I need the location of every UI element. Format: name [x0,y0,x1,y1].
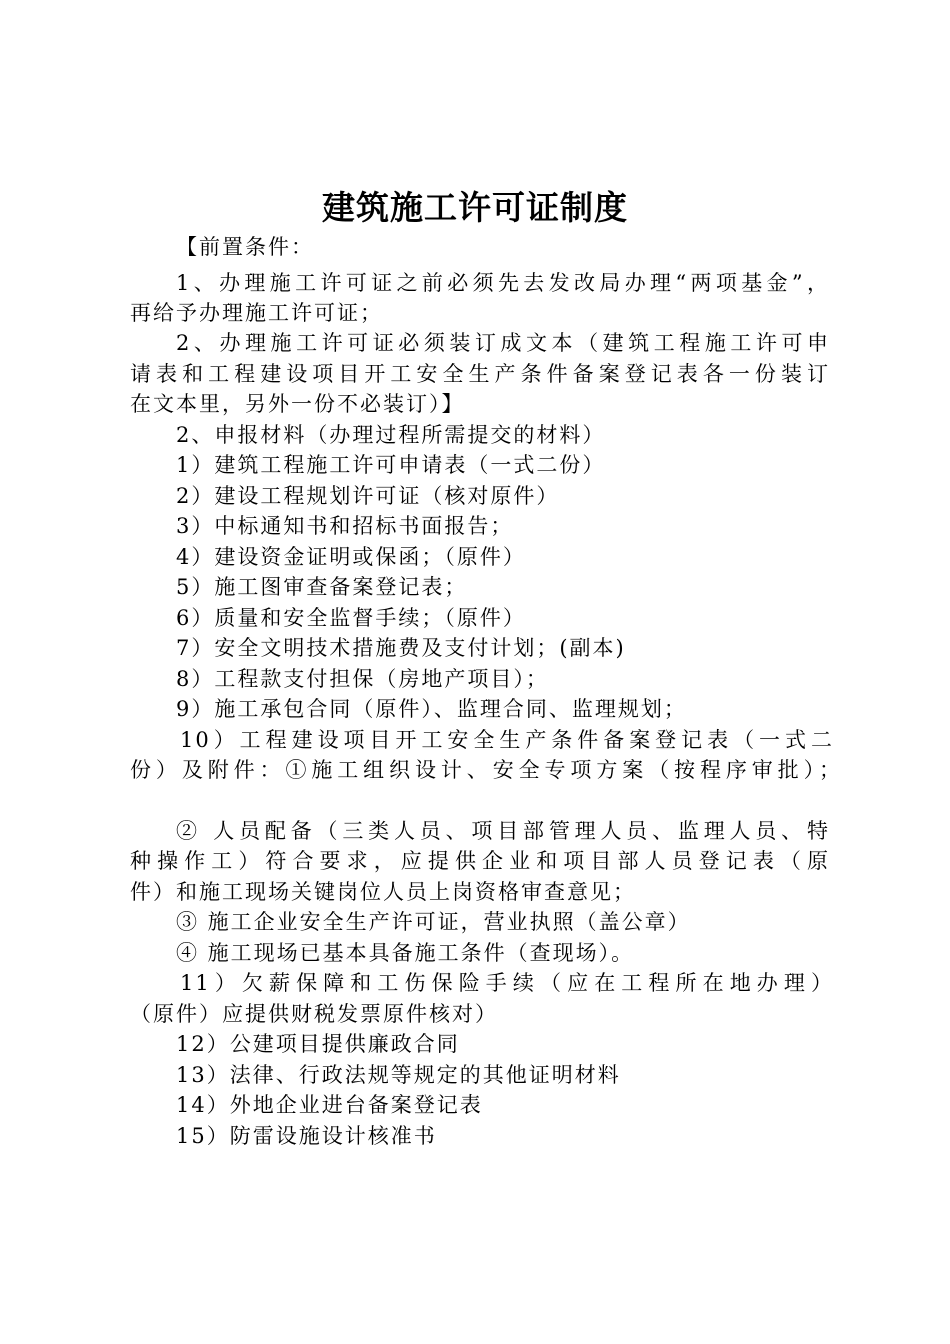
material-item-15: 15）防雷设施设计核准书 [176,1124,437,1148]
material-item-2: 2）建设工程规划许可证（核对原件） [176,484,560,508]
material-item-12: 12）公建项目提供廉政合同 [176,1032,460,1056]
precondition-1-line-2: 再给予办理施工许可证； [130,301,383,325]
material-item-11-line-1: 11）欠薪保障和工伤保险手续（应在工程所在地办理） [180,971,834,995]
material-item-9: 9）施工承包合同（原件）、监理合同、监理规划； [176,697,687,721]
material-item-13: 13）法律、行政法规等规定的其他证明材料 [176,1063,621,1087]
material-item-10-line-1: 10）工程建设项目开工安全生产条件备案登记表（一式二 [180,728,834,752]
attachment-3: ③ 施工企业安全生产许可证，营业执照（盖公章） [176,910,691,934]
material-item-10-line-2: 份）及附件：①施工组织设计、安全专项方案（按程序审批）； [130,758,842,782]
material-item-1: 1）建筑工程施工许可申请表（一式二份） [176,453,606,477]
precondition-1-line-1: 1、办理施工许可证之前必须先去发改局办理“两项基金”， [176,271,830,295]
document-title: 建筑施工许可证制度 [322,188,628,227]
material-item-14: 14）外地企业进台备案登记表 [176,1093,483,1117]
attachment-2-line-3: 件）和施工现场关键岗位人员上岗资格审查意见； [130,880,636,904]
material-item-6: 6）质量和安全监督手续；（原件） [176,606,526,630]
material-item-7: 7）安全文明技术措施费及支付计划；(副本) [176,636,626,660]
precondition-2-line-1: 2、办理施工许可证必须装订成文本（建筑工程施工许可申 [176,331,830,355]
material-item-11-line-2: （原件）应提供财税发票原件核对） [130,1002,498,1026]
precondition-2-line-3: 在文本里，另外一份不必装订）】 [130,392,465,416]
material-item-5: 5）施工图审查备案登记表； [176,575,468,599]
attachment-2-line-1: ② 人员配备（三类人员、项目部管理人员、监理人员、特 [176,819,830,843]
preconditions-heading: 【前置条件： [176,235,314,259]
attachment-2-line-2: 种操作工）符合要求，应提供企业和项目部人员登记表（原 [130,849,830,873]
material-item-3: 3）中标通知书和招标书面报告； [176,514,514,538]
material-item-4: 4）建设资金证明或保函；（原件） [176,545,526,569]
attachment-4: ④ 施工现场已基本具备施工条件（查现场）。 [176,941,635,965]
materials-heading: 2、申报材料（办理过程所需提交的材料） [176,423,606,447]
precondition-2-line-2: 请表和工程建设项目开工安全生产条件备案登记表各一份装订 [130,362,830,386]
material-item-8: 8）工程款支付担保（房地产项目）； [176,667,549,691]
